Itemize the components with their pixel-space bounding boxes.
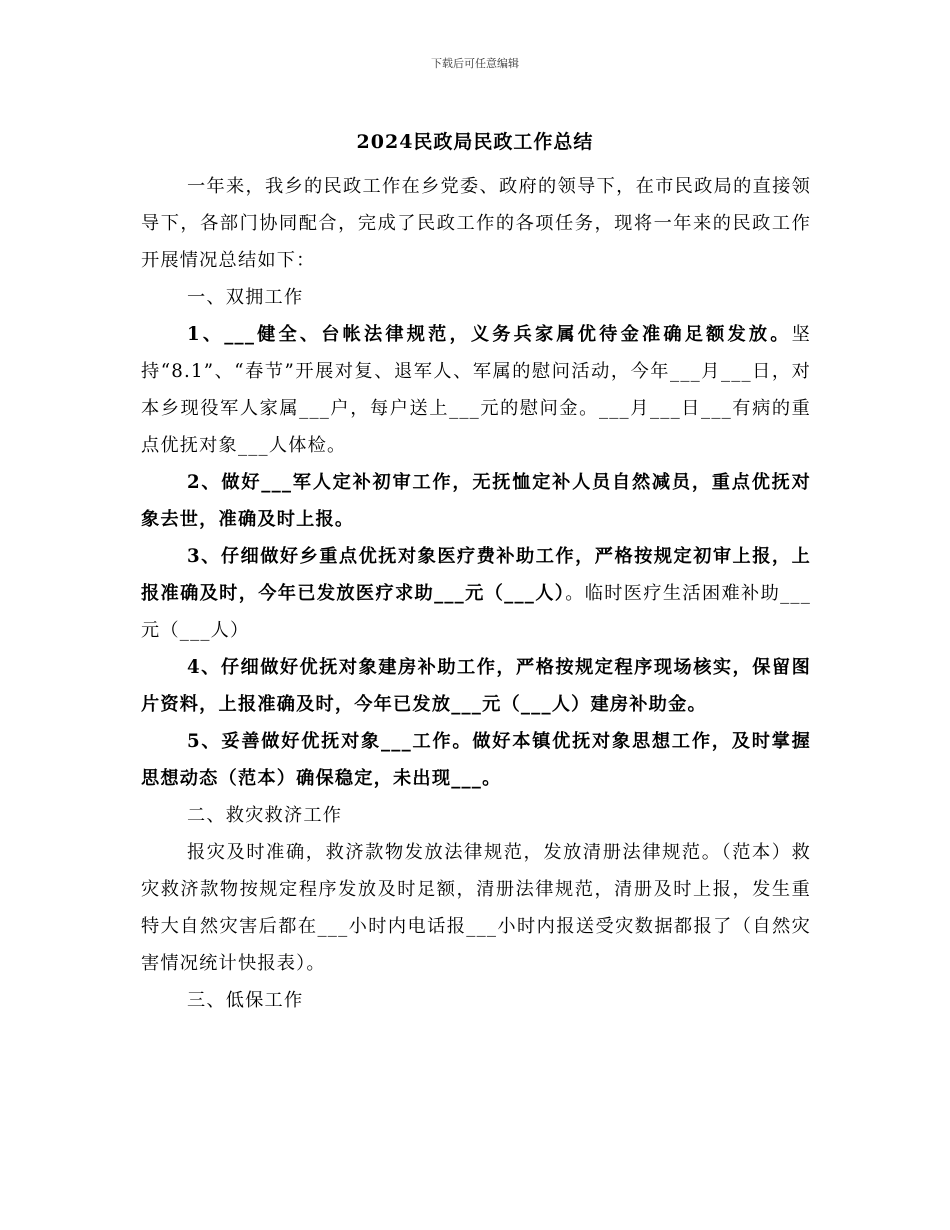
paragraph-6: 报灾及时准确，救济款物发放法律规范，发放清册法律规范。（范本）救灾救济款物按规定程序发放及时足额，清册法律规范，清册及时上报，发生重特大自然灾害后都在___小时内电话报___小时内报送受灾数据都报了（自然灾害情况统计快报表）。 bbox=[141, 842, 811, 974]
paragraph-1 bbox=[141, 316, 811, 464]
section-heading-1: 一、双拥工作 bbox=[187, 287, 304, 308]
document-title: 2024民政局民政工作总结 bbox=[356, 131, 594, 153]
intro-paragraph: 一年来，我乡的民政工作在乡党委、政府的领导下，在市民政局的直接领导下，各部门协同配合，完成了民政工作的各项任务，现将一年来的民政工作开展情况总结如下： bbox=[141, 176, 811, 271]
paragraph-2: 2、做好___军人定补初审工作，无抚恤定补人员自然减员，重点优抚对象去世，准确及时上报。 bbox=[141, 472, 811, 530]
header-note: 下载后可任意编辑 bbox=[431, 57, 519, 70]
document-body bbox=[141, 168, 811, 1019]
paragraph-3-bold: 3、仔细做好乡重点优抚对象医疗费补助工作，严格按规定初审上报，上报准确及时，今年已发放医疗求助___元（___人） bbox=[141, 546, 811, 604]
paragraph-1-normal: 坚持“8.1”、“春节”开展对复、退军人、军属的慰问活动，今年___月___日，对本乡现役军人家属___户，每户送上___元的慰问金。___月___日___有病的重点优抚对象___人体检。 bbox=[141, 324, 811, 456]
section-heading-3: 三、低保工作 bbox=[187, 990, 304, 1011]
paragraph-1-bold: 1、___健全、台帐法律规范，义务兵家属优待金准确足额发放。 bbox=[187, 324, 792, 345]
paragraph-4: 4、仔细做好优抚对象建房补助工作，严格按规定程序现场核实，保留图片资料，上报准确及时，今年已发放___元（___人）建房补助金。 bbox=[141, 657, 811, 715]
section-heading-2: 二、救灾救济工作 bbox=[187, 805, 343, 826]
paragraph-3-normal: 。临时医疗生活困难补助___元（___人） bbox=[141, 583, 811, 641]
paragraph-3 bbox=[141, 538, 811, 649]
paragraph-5: 5、妥善做好优抚对象___工作。做好本镇优抚对象思想工作，及时掌握思想动态（范本）确保稳定，未出现___。 bbox=[141, 731, 811, 789]
